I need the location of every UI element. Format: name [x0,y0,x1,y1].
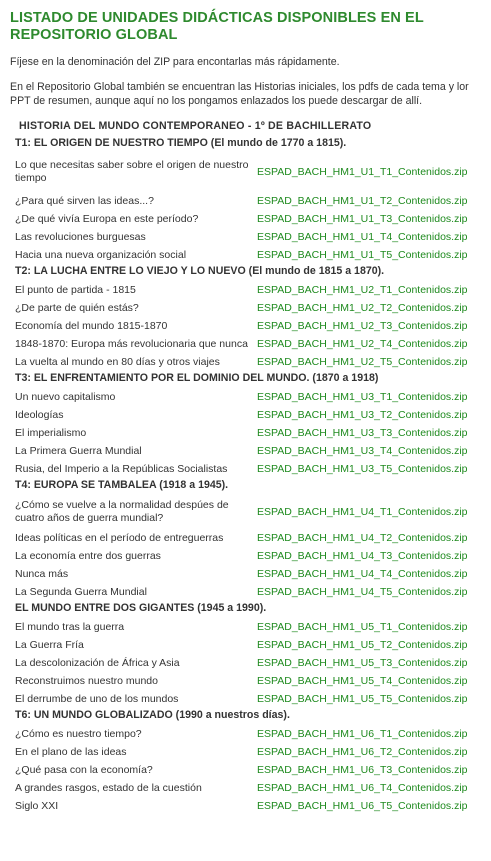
zip-download-link[interactable]: ESPAD_BACH_HM1_U4_T3_Contenidos.zip [257,549,468,562]
zip-download-link[interactable]: ESPAD_BACH_HM1_U6_T5_Contenidos.zip [257,799,468,812]
zip-download-link[interactable]: ESPAD_BACH_HM1_U1_T1_Contenidos.zip [257,165,468,178]
lesson-row [10,424,481,442]
lesson-row [10,547,481,565]
zip-download-link[interactable]: ESPAD_BACH_HM1_U1_T5_Contenidos.zip [257,248,468,261]
zip-download-link[interactable]: ESPAD_BACH_HM1_U2_T5_Contenidos.zip [257,355,468,368]
lesson-title: La economía entre dos guerras [15,549,161,562]
lesson-row [10,228,481,246]
lesson-row [10,797,481,815]
zip-download-link[interactable]: ESPAD_BACH_HM1_U4_T4_Contenidos.zip [257,567,468,580]
lesson-title: El mundo tras la guerra [15,620,125,633]
lesson-title: ¿De parte de quién estás? [15,301,139,314]
lesson-row [10,779,481,797]
lesson-title: El punto de partida - 1815 [15,283,136,296]
lesson-row [10,690,481,708]
lesson-title: ¿Cómo se vuelve a la normalidad despúes de cuatro años de guerra mundial? [15,499,229,524]
intro-paragraph-1: Fíjese en la denominación del ZIP para encontarlas más rápidamente. [10,56,340,68]
lesson-row [10,210,481,228]
lesson-row [10,281,481,299]
course-heading: HISTORIA DEL MUNDO CONTEMPORANEO - 1º DE BACHILLERATO [19,120,372,132]
zip-download-link[interactable]: ESPAD_BACH_HM1_U6_T1_Contenidos.zip [257,727,468,740]
lesson-title: Hacia una nueva organización social [15,248,187,261]
lesson-title: El derrumbe de uno de los mundos [15,692,179,705]
lesson-title: 1848-1870: Europa más revolucionaria que nunca [15,337,248,350]
zip-download-link[interactable]: ESPAD_BACH_HM1_U2_T3_Contenidos.zip [257,319,468,332]
lesson-title: La Guerra Fría [15,638,84,651]
unit-heading: EL MUNDO ENTRE DOS GIGANTES (1945 a 1990). [15,602,267,614]
zip-download-link[interactable]: ESPAD_BACH_HM1_U1_T2_Contenidos.zip [257,194,468,207]
lesson-title: ¿Cómo es nuestro tiempo? [15,727,142,740]
lesson-title: ¿De qué vivía Europa en este período? [15,212,199,225]
zip-download-link[interactable]: ESPAD_BACH_HM1_U5_T1_Contenidos.zip [257,620,468,633]
lesson-row [10,460,481,478]
lesson-row [10,743,481,761]
unit-heading: T2: LA LUCHA ENTRE LO VIEJO Y LO NUEVO (El mundo de 1815 a 1870). [15,265,385,277]
zip-download-link[interactable]: ESPAD_BACH_HM1_U3_T2_Contenidos.zip [257,408,468,421]
zip-download-link[interactable]: ESPAD_BACH_HM1_U5_T5_Contenidos.zip [257,692,468,705]
lesson-title: Nunca más [15,567,69,580]
page-title: LISTADO DE UNIDADES DIDÁCTICAS DISPONIBLES EN EL REPOSITORIO GLOBAL [10,10,424,43]
zip-download-link[interactable]: ESPAD_BACH_HM1_U3_T4_Contenidos.zip [257,444,468,457]
lesson-row [10,495,481,529]
lesson-row [10,672,481,690]
lesson-title: Siglo XXI [15,799,59,812]
lesson-title: En el plano de las ideas [15,745,127,758]
zip-download-link[interactable]: ESPAD_BACH_HM1_U1_T3_Contenidos.zip [257,212,468,225]
lesson-row [10,406,481,424]
lesson-row [10,618,481,636]
zip-download-link[interactable]: ESPAD_BACH_HM1_U6_T3_Contenidos.zip [257,763,468,776]
zip-download-link[interactable]: ESPAD_BACH_HM1_U6_T4_Contenidos.zip [257,781,468,794]
lesson-title: Economía del mundo 1815-1870 [15,319,168,332]
zip-download-link[interactable]: ESPAD_BACH_HM1_U5_T4_Contenidos.zip [257,674,468,687]
unit-heading: T4: EUROPA SE TAMBALEA (1918 a 1945). [15,479,229,491]
lesson-row [10,335,481,353]
lesson-row [10,246,481,264]
lesson-title: A grandes rasgos, estado de la cuestión [15,781,202,794]
lesson-row [10,583,481,601]
lesson-row [10,529,481,547]
lesson-row [10,761,481,779]
lesson-title: El imperialismo [15,426,87,439]
lesson-title: La vuelta al mundo en 80 días y otros viajes [15,355,220,368]
zip-download-link[interactable]: ESPAD_BACH_HM1_U4_T1_Contenidos.zip [257,505,468,518]
unit-heading: T3: EL ENFRENTAMIENTO POR EL DOMINIO DEL MUNDO. (1870 a 1918) [15,372,379,384]
lesson-row [10,725,481,743]
zip-download-link[interactable]: ESPAD_BACH_HM1_U5_T2_Contenidos.zip [257,638,468,651]
lesson-title: Reconstruimos nuestro mundo [15,674,158,687]
lesson-title: Un nuevo capitalismo [15,390,116,403]
zip-download-link[interactable]: ESPAD_BACH_HM1_U6_T2_Contenidos.zip [257,745,468,758]
zip-download-link[interactable]: ESPAD_BACH_HM1_U2_T2_Contenidos.zip [257,301,468,314]
lesson-title: Lo que necesitas saber sobre el origen de nuestro tiempo [15,159,249,184]
zip-download-link[interactable]: ESPAD_BACH_HM1_U1_T4_Contenidos.zip [257,230,468,243]
zip-download-link[interactable]: ESPAD_BACH_HM1_U3_T5_Contenidos.zip [257,462,468,475]
zip-download-link[interactable]: ESPAD_BACH_HM1_U4_T5_Contenidos.zip [257,585,468,598]
lesson-title: La Primera Guerra Mundial [15,444,142,457]
lesson-row [10,353,481,371]
lesson-row [10,636,481,654]
lesson-row [10,317,481,335]
lesson-title: ¿Para qué sirven las ideas...? [15,194,154,207]
lesson-title: La descolonización de África y Asia [15,656,180,669]
lesson-row [10,299,481,317]
unit-heading: T1: EL ORIGEN DE NUESTRO TIEMPO (El mundo de 1770 a 1815). [15,137,347,149]
lesson-row [10,155,481,189]
lesson-title: Las revoluciones burguesas [15,230,146,243]
lesson-row [10,565,481,583]
lesson-title: La Segunda Guerra Mundial [15,585,147,598]
zip-download-link[interactable]: ESPAD_BACH_HM1_U4_T2_Contenidos.zip [257,531,468,544]
intro-paragraph-2: En el Repositorio Global también se encuentran las Historias iniciales, los pdfs de cada tema y lor PPT de resumen, aunque aquí no los pongamos enlazados los puede descargar de allí. [10,81,469,107]
lesson-row [10,442,481,460]
lesson-title: ¿Qué pasa con la economía? [15,763,153,776]
zip-download-link[interactable]: ESPAD_BACH_HM1_U5_T3_Contenidos.zip [257,656,468,669]
unit-heading: T6: UN MUNDO GLOBALIZADO (1990 a nuestros días). [15,709,290,721]
lesson-row [10,654,481,672]
zip-download-link[interactable]: ESPAD_BACH_HM1_U2_T4_Contenidos.zip [257,337,468,350]
lesson-title: Ideas políticas en el período de entreguerras [15,531,224,544]
lesson-title: Rusia, del Imperio a la Repúblicas Socialistas [15,462,228,475]
lesson-row [10,388,481,406]
lesson-title: Ideologías [15,408,64,421]
zip-download-link[interactable]: ESPAD_BACH_HM1_U3_T3_Contenidos.zip [257,426,468,439]
lesson-row [10,192,481,210]
zip-download-link[interactable]: ESPAD_BACH_HM1_U2_T1_Contenidos.zip [257,283,468,296]
zip-download-link[interactable]: ESPAD_BACH_HM1_U3_T1_Contenidos.zip [257,390,468,403]
